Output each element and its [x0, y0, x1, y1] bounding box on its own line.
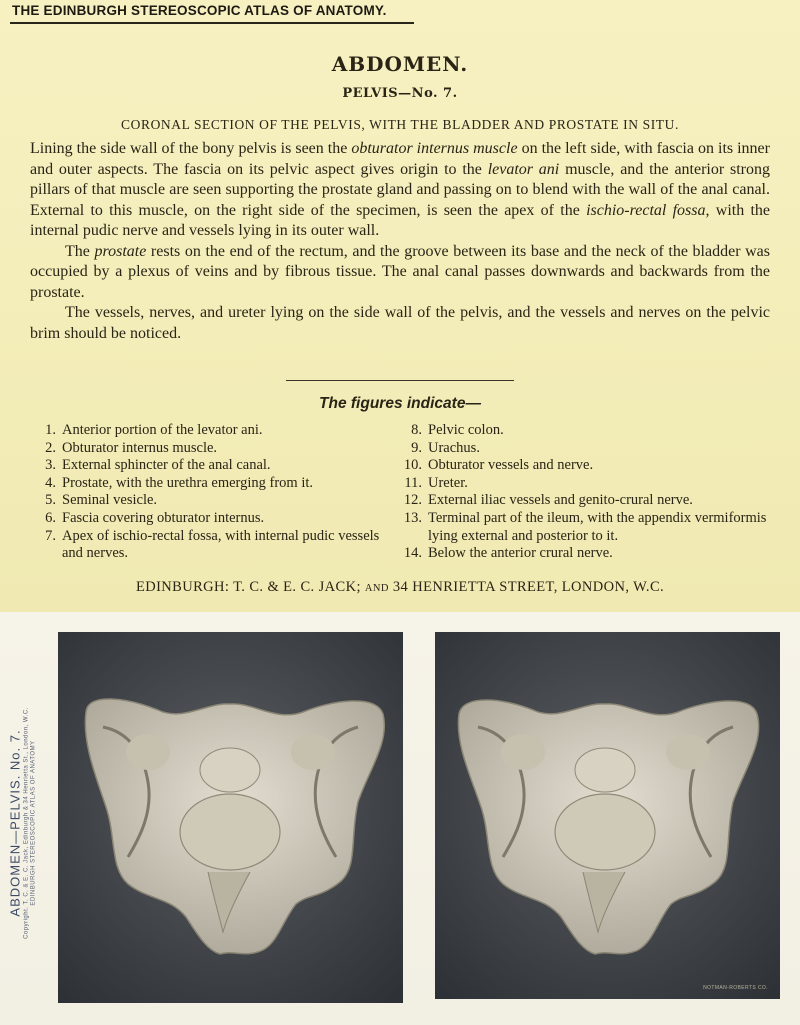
header-rule — [10, 22, 414, 24]
specimen-image-left — [58, 632, 403, 1003]
stereo-photo-left — [58, 632, 403, 1003]
section-title: ABDOMEN. — [331, 52, 469, 76]
paragraph-2: The prostate rests on the end of the rectum, and the groove between its base and the neck of the bladder was occupied by a plexus of veins and by fibrous tissue. The anal canal passes downwards and backwards from the prostate. — [30, 242, 770, 301]
legend-item: 4. Prostate, with the urethra emerging from it. — [45, 474, 314, 491]
side-copyright: Copyright. T. C. & E. C. Jack, Edinburgh & 34 Henrietta St., London, W.C. — [23, 707, 30, 939]
legend-item: 7. Apex of ischio-rectal fossa, with internal pudic vessels and nerves. — [45, 527, 380, 562]
legend-item: 6. Fascia covering obturator internus. — [45, 509, 265, 526]
plate-caption: CORONAL SECTION OF THE PELVIS, WITH THE BLADDER AND PROSTATE IN SITU. — [121, 117, 679, 132]
legend-left — [30, 422, 390, 563]
specimen-image-right — [435, 632, 780, 999]
description-text — [30, 139, 770, 344]
photo-credit: NOTMAN-ROBERTS CO. — [703, 985, 768, 991]
legend-item: 5. Seminal vesicle. — [45, 492, 158, 509]
legend-item: 14. Below the anterior crural nerve. — [403, 545, 613, 562]
legend-item: 2. Obturator internus muscle. — [45, 439, 218, 456]
publisher-imprint: EDINBURGH: T. C. & E. C. JACK; AND 34 HENRIETTA STREET, LONDON, W.C. — [135, 579, 665, 595]
plate-subtitle: PELVIS—No. 7. — [342, 86, 458, 101]
legend-item: 11. Ureter. — [404, 474, 468, 491]
side-title: ABDOMEN—PELVIS. No. 7. — [7, 729, 23, 917]
legend-item: 10. Obturator vessels and nerve. — [403, 457, 594, 474]
legend-right — [388, 422, 783, 563]
paragraph-3: The vessels, nerves, and ureter lying on the side wall of the pelvis, and the vessels and nerves on the pelvic brim should be noticed. — [30, 304, 770, 342]
figures-heading: The figures indicate— — [319, 395, 481, 412]
legend-item: 1. Anterior portion of the levator ani. — [45, 422, 263, 438]
legend-item: 3. External sphincter of the anal canal. — [45, 457, 271, 474]
stereo-photo-right — [435, 632, 780, 999]
side-publisher: EDINBURGH STEREOSCOPIC ATLAS OF ANATOMY — [30, 740, 37, 906]
legend-item: 12. External iliac vessels and genito-crural nerve. — [403, 492, 693, 509]
card-side-label — [8, 668, 36, 978]
legend-item: 9. Urachus. — [411, 439, 480, 456]
divider — [286, 380, 514, 381]
legend-item: 8. Pelvic colon. — [411, 422, 504, 438]
paragraph-1: Lining the side wall of the bony pelvis is seen the obturator internus muscle on the left side, with fascia on its inner and outer aspects. The fascia on its pelvic aspect gives origin to the levator ani muscle, and the anterior strong pillars of that muscle are seen supporting the prostate gland and passing on to blend with the wall of the anal canal. External to this muscle, on the right side of the specimen, is seen the apex of the ischio-rectal fossa, with the internal pudic nerve and vessels lying in its outer wall. — [30, 140, 771, 239]
legend-item: 13. Terminal part of the ileum, with the appendix vermiformis lying external and posterior to it. — [403, 509, 767, 544]
atlas-title: THE EDINBURGH STEREOSCOPIC ATLAS OF ANATOMY. — [12, 3, 387, 18]
